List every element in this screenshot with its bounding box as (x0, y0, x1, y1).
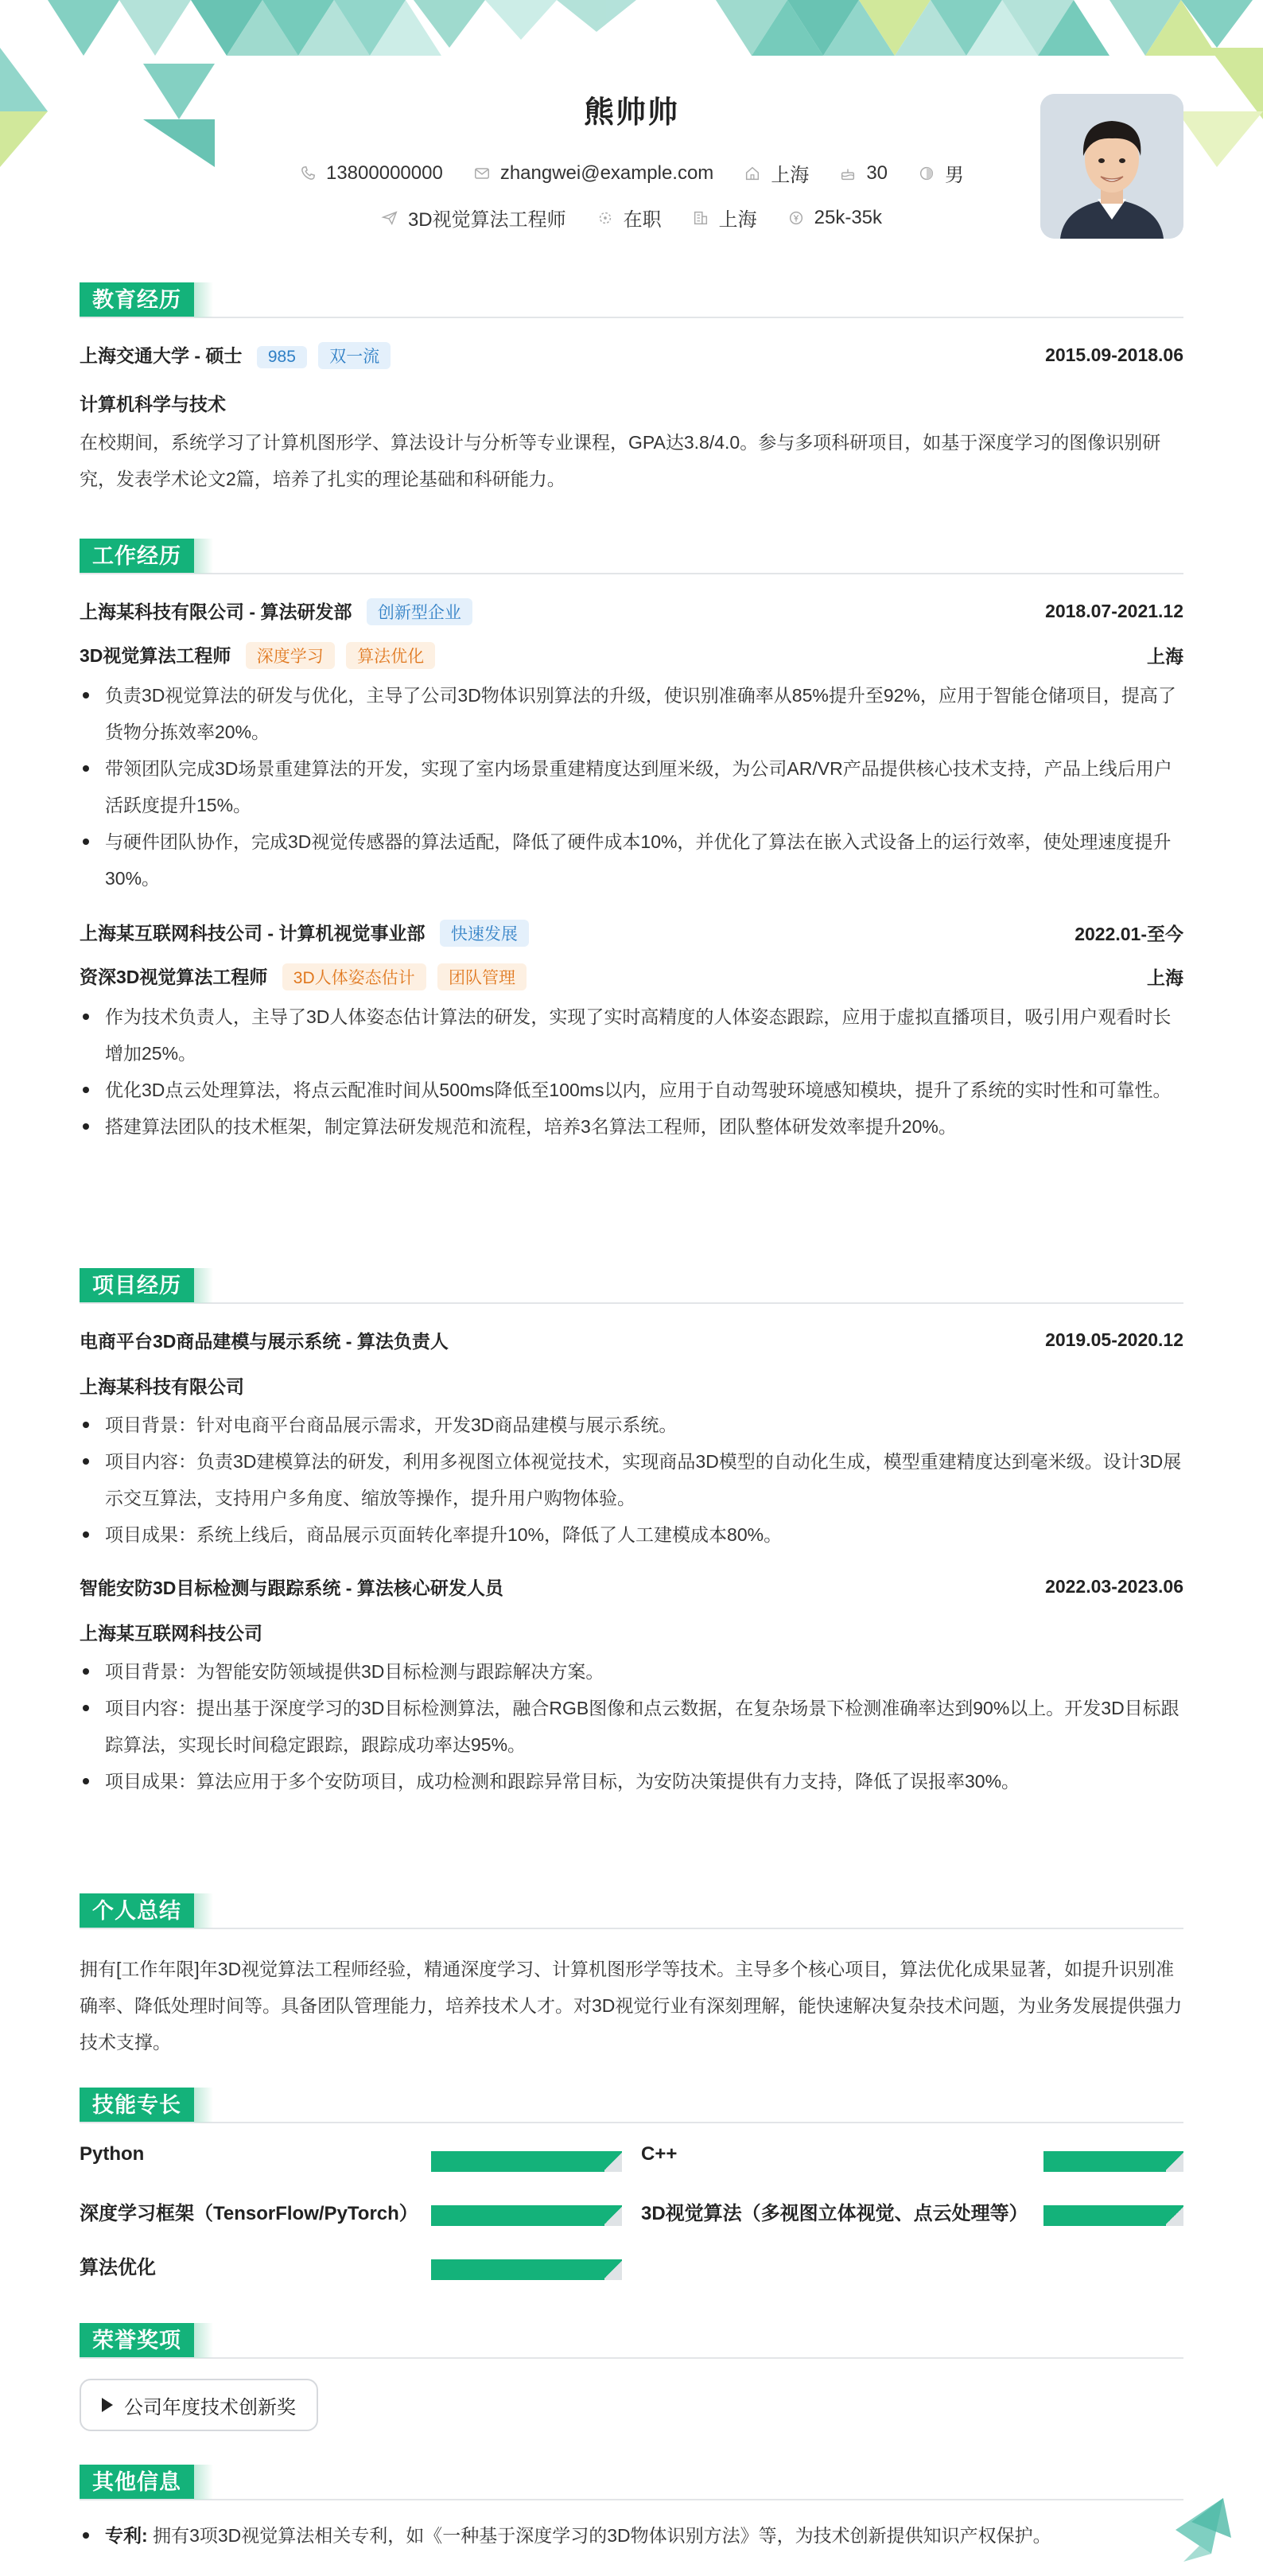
project-title-row (80, 1574, 1183, 1600)
award-label: 公司年度技术创新奖 (124, 2396, 296, 2418)
section-title: 教育经历 (80, 282, 194, 317)
contact-row (80, 159, 1183, 187)
education-section (80, 282, 1183, 497)
section-title-tail (194, 539, 213, 574)
skill-bar (1043, 2205, 1183, 2226)
section-title: 个人总结 (80, 1893, 194, 1928)
projects-section (80, 1268, 1183, 1800)
work-bullets (80, 998, 1183, 1145)
list-item: 搭建算法团队的技术框架，制定算法研发规范和流程，培养3名算法工程师，团队整体研发效率提升20%。 (80, 1108, 1183, 1145)
building-icon (692, 209, 709, 227)
play-icon (102, 2398, 113, 2412)
section-title: 荣誉奖项 (80, 2323, 194, 2358)
section-divider (80, 2357, 1183, 2359)
skill-item (80, 2194, 620, 2226)
email-text: zhangwei@example.com (499, 161, 714, 184)
skill-bar (1043, 2151, 1183, 2172)
section-title: 项目经历 (80, 1268, 194, 1303)
work-company-block (80, 597, 472, 625)
work-company: 上海某科技有限公司 - 算法研发部 (80, 601, 352, 622)
list-item: 负责3D视觉算法的研发与优化，主导了公司3D物体识别算法的升级，使识别准确率从85%提升至92%，应用于智能仓储项目，提高了货物分拣效率20%。 (80, 677, 1183, 750)
skills-header (80, 2088, 1183, 2124)
work-date: 2022.01-至今 (1075, 924, 1183, 944)
avatar (1040, 94, 1183, 239)
list-item: 项目成果：算法应用于多个安防项目，成功检测和跟踪异常目标，为安防决策提供有力支持，降低了误报率30%。 (80, 1763, 1183, 1800)
email-info (473, 162, 714, 185)
age-info (839, 162, 888, 185)
skill-bar (431, 2259, 622, 2280)
project-title: 智能安防3D目标检测与跟踪系统 - 算法核心研发人员 (80, 1578, 503, 1598)
list-item: 项目内容：提出基于深度学习的3D目标检测算法，融合RGB图像和点云数据，在复杂场景下检测准确率达到90%以上。开发3D目标跟踪算法，实现长时间稳定跟踪，跟踪成功率达95%。 (80, 1690, 1183, 1763)
section-title: 工作经历 (80, 539, 194, 574)
phone-text: 13800000000 (325, 161, 443, 184)
list-item: 项目内容：负责3D建模算法的研发，利用多视图立体视觉技术，实现商品3D模型的自动化生成，模型重建精度达到毫米级。设计3D展示交互算法，支持用户多角度、缩放等操作，提升用户购物体验。 (80, 1443, 1183, 1516)
skill-item (641, 2194, 1183, 2226)
education-description: 在校期间，系统学习了计算机图形学、算法设计与分析等专业课程，GPA达3.8/4.0。参与多项科研项目，如基于深度学习的图像识别研究，发表学术论文2篇，培养了扎实的理论基础和科研能力。 (80, 432, 1161, 489)
project-bullets (80, 1653, 1183, 1800)
other-list (80, 2517, 1183, 2554)
section-title-tail (194, 282, 213, 317)
mail-icon (473, 165, 491, 182)
skill-name: Python (80, 2143, 145, 2165)
age-text: 30 (866, 161, 888, 184)
role-tag: 算法优化 (346, 642, 435, 669)
section-title-tail (194, 1893, 213, 1928)
job-intent-row (80, 204, 1183, 232)
project-company: 上海某互联网科技公司 (80, 1623, 262, 1644)
avatar-photo-icon (1040, 94, 1183, 239)
work-role: 3D视觉算法工程师 (80, 645, 231, 666)
project-item (80, 1327, 1183, 1553)
section-divider (80, 2499, 1183, 2500)
section-title-tail (194, 2465, 213, 2500)
summary-text: 拥有[工作年限]年3D视觉算法工程师经验，精通深度学习、计算机图形学等技术。主导多个核心项目，算法优化成果显著，如提升识别准确率、降低处理时间等。具备团队管理能力，培养技术人才。对3D视觉行业有深刻理解，能快速解决复杂技术问题，为业务发展提供强力技术支撑。 (80, 1959, 1183, 2053)
list-item: 带领团队完成3D场景重建算法的开发，实现了室内场景重建精度达到厘米级，为公司AR/VR产品提供核心技术支持，产品上线后用户活跃度提升15%。 (80, 750, 1183, 823)
list-item: 项目背景：为智能安防领域提供3D目标检测与跟踪解决方案。 (80, 1653, 1183, 1690)
section-title: 其他信息 (80, 2465, 194, 2500)
work-company: 上海某互联网科技公司 - 计算机视觉事业部 (80, 923, 426, 944)
status-icon (597, 209, 614, 227)
skill-name: 3D视觉算法（多视图立体视觉、点云处理等） (641, 2203, 1028, 2224)
work-date: 2018.07-2021.12 (1045, 601, 1183, 621)
education-major: 计算机科学与技术 (80, 394, 226, 414)
list-item: 作为技术负责人，主导了3D人体姿态估计算法的研发，实现了实时高精度的人体姿态跟踪，应用于虚拟直播项目，吸引用户观看时长增加25%。 (80, 998, 1183, 1072)
tag-double-first-class: 双一流 (318, 342, 391, 369)
section-divider (80, 573, 1183, 574)
tag-985: 985 (257, 346, 307, 368)
cake-icon (839, 165, 857, 182)
gender-info (918, 159, 964, 187)
awards-section (80, 2323, 1183, 2431)
education-row (80, 341, 1183, 369)
education-date: 2015.09-2018.06 (1045, 344, 1183, 365)
work-role-row (80, 641, 1183, 669)
work-item (80, 597, 1183, 897)
salary-text: 25k-35k (814, 206, 883, 228)
project-date: 2019.05-2020.12 (1045, 1329, 1183, 1350)
work-role: 资深3D视觉算法工程师 (80, 967, 268, 987)
target-job-info (381, 204, 566, 232)
section-title-tail (194, 2088, 213, 2123)
skill-item (80, 2140, 620, 2172)
section-divider (80, 1302, 1183, 1304)
role-tag: 团队管理 (437, 963, 527, 990)
section-title-tail (194, 1268, 213, 1303)
other-section (80, 2465, 1183, 2554)
send-icon (381, 209, 398, 227)
project-title-row (80, 1327, 1183, 1353)
list-item (80, 2517, 1183, 2554)
list-item: 项目成果：系统上线后，商品展示页面转化率提升10%，降低了人工建模成本80%。 (80, 1516, 1183, 1553)
phone-icon (299, 165, 317, 182)
education-school-block (80, 341, 391, 369)
other-header (80, 2465, 1183, 2501)
work-company-row (80, 919, 1183, 947)
work-item (80, 919, 1183, 1145)
money-icon (787, 209, 805, 227)
other-text: 拥有3项3D视觉算法相关专利，如《一种基于深度学习的3D物体识别方法》等，为技术创新提供知识产权保护。 (153, 2525, 1051, 2546)
list-item: 项目背景：针对电商平台商品展示需求，开发3D商品建模与展示系统。 (80, 1407, 1183, 1443)
hometown-info (744, 159, 809, 187)
company-tag: 快速发展 (440, 920, 529, 947)
work-company-row (80, 597, 1183, 625)
target-city-text: 上海 (718, 209, 757, 231)
target-city-info (692, 204, 757, 232)
skills-section (80, 2088, 1183, 2315)
skill-bar (431, 2205, 622, 2226)
project-date: 2022.03-2023.06 (1045, 1576, 1183, 1597)
work-role-block (80, 963, 527, 990)
gender-text: 男 (945, 165, 965, 186)
hometown-text: 上海 (771, 165, 810, 186)
work-role-block (80, 641, 435, 669)
summary-header (80, 1893, 1183, 1930)
school-name: 上海交通大学 - 硕士 (80, 345, 243, 366)
work-company-block (80, 919, 529, 947)
role-tag: 3D人体姿态估计 (282, 963, 426, 990)
summary-section (80, 1893, 1183, 2060)
work-role-row (80, 963, 1183, 990)
list-item: 优化3D点云处理算法，将点云配准时间从500ms降低至100ms以内，应用于自动驾驶环境感知模块，提升了系统的实时性和可靠性。 (80, 1072, 1183, 1108)
project-company: 上海某科技有限公司 (80, 1376, 244, 1397)
work-section (80, 539, 1183, 1145)
skill-item (80, 2248, 620, 2280)
phone-info (299, 162, 443, 185)
section-divider (80, 317, 1183, 318)
work-city: 上海 (1147, 967, 1183, 988)
project-title: 电商平台3D商品建模与展示系统 - 算法负责人 (80, 1331, 449, 1352)
skill-name: C++ (641, 2143, 678, 2165)
section-title-tail (194, 2323, 213, 2358)
other-label: 专利: (105, 2525, 148, 2546)
skill-name: 深度学习框架（TensorFlow/PyTorch） (80, 2203, 418, 2224)
role-tag: 深度学习 (246, 642, 335, 669)
education-header (80, 282, 1183, 319)
award-chip[interactable] (80, 2379, 318, 2431)
status-info (597, 204, 662, 232)
awards-header (80, 2323, 1183, 2360)
section-divider (80, 1928, 1183, 1929)
work-bullets (80, 677, 1183, 897)
project-bullets (80, 1407, 1183, 1553)
home-icon (744, 165, 761, 182)
gender-icon (918, 165, 935, 182)
skill-item (641, 2140, 1183, 2172)
projects-header (80, 1268, 1183, 1305)
salary-info (787, 207, 882, 229)
project-item (80, 1574, 1183, 1800)
target-job-text: 3D视觉算法工程师 (407, 209, 566, 231)
list-item: 与硬件团队协作，完成3D视觉传感器的算法适配，降低了硬件成本10%，并优化了算法在嵌入式设备上的运行效率，使处理速度提升30%。 (80, 823, 1183, 897)
work-header (80, 539, 1183, 575)
skills-grid (80, 2140, 1183, 2315)
section-title: 技能专长 (80, 2088, 194, 2123)
work-city: 上海 (1147, 646, 1183, 667)
candidate-name: 熊帅帅 (583, 96, 679, 130)
company-tag: 创新型企业 (367, 598, 472, 625)
status-text: 在职 (623, 209, 662, 231)
skill-bar (431, 2151, 622, 2172)
skill-name: 算法优化 (80, 2257, 156, 2278)
section-divider (80, 2122, 1183, 2123)
